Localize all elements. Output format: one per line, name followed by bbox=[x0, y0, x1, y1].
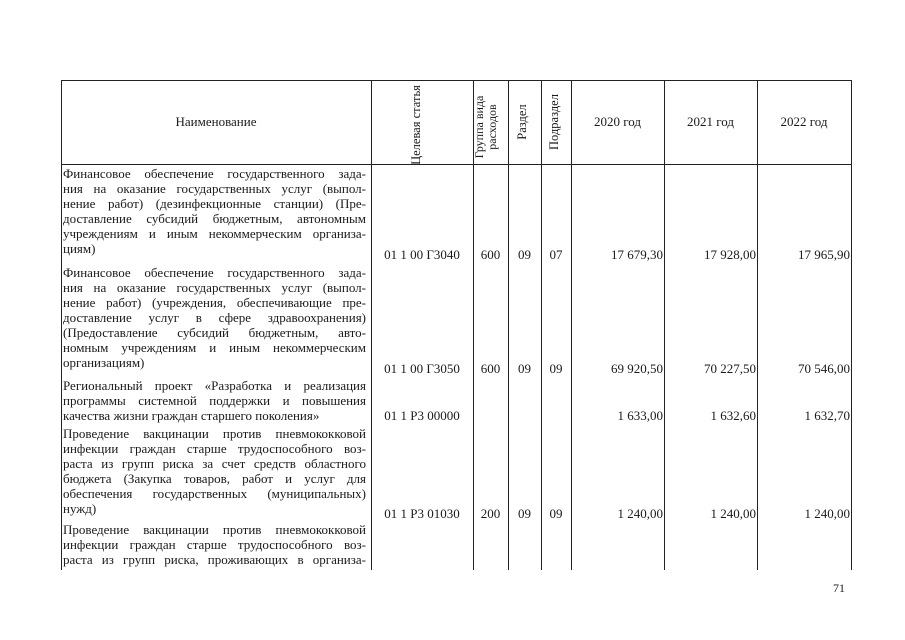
row-1-name-line-0: Финансовое обеспечение государственного зада- bbox=[63, 265, 366, 280]
header-expense-group-text: Группа вида расходов bbox=[472, 95, 499, 159]
header-2021: 2021 год bbox=[687, 114, 734, 129]
row-3-name-line-4: обеспечения государственных (муниципальных) bbox=[63, 486, 366, 501]
row-0-group: 600 bbox=[480, 247, 501, 262]
col-border-3 bbox=[508, 80, 509, 570]
row-4-name-line-0: Проведение вакцинации против пневмококковой bbox=[63, 522, 366, 537]
header-expense-group bbox=[473, 87, 503, 167]
row-3-code: 01 1 P3 01030 bbox=[384, 506, 460, 521]
row-2-2020: 1 633,00 bbox=[617, 408, 663, 423]
row-3-name-line-2: раста из групп риска за счет средств областного bbox=[63, 456, 366, 471]
row-3-2022: 1 240,00 bbox=[804, 506, 850, 521]
row-3-name-line-5: нужд) bbox=[63, 501, 97, 516]
row-0-name-line-5: циям) bbox=[63, 241, 96, 256]
row-4-name-line-1: инфекции граждан старше трудоспособного воз- bbox=[63, 537, 366, 552]
header-subsection bbox=[548, 87, 564, 157]
row-1-name-line-1: ния на оказание государственных услуг (выпол- bbox=[63, 280, 366, 295]
row-2-name-line-1: программы системной поддержки и повышения bbox=[63, 393, 366, 408]
row-0-section: 09 bbox=[518, 247, 531, 262]
row-0-name-line-4: учреждениям и иным некоммерческим организа- bbox=[63, 226, 366, 241]
row-3-group: 200 bbox=[480, 506, 501, 521]
header-section bbox=[516, 92, 532, 152]
header-target-article bbox=[410, 75, 434, 175]
row-4-name-line-2: раста из групп риска, проживающих в организа- bbox=[63, 552, 366, 567]
header-bottom-border bbox=[61, 164, 851, 165]
row-3-name-line-1: инфекции граждан старше трудоспособного воз- bbox=[63, 441, 366, 456]
row-2-2022: 1 632,70 bbox=[804, 408, 850, 423]
row-3-name-line-3: бюджета (Закупка товаров, работ и услуг для bbox=[63, 471, 366, 486]
row-1-name-line-4: (Предоставление субсидий бюджетным, авто- bbox=[63, 325, 366, 340]
row-1-2020: 69 920,50 bbox=[611, 361, 663, 376]
row-2-code: 01 1 P3 00000 bbox=[384, 408, 460, 423]
row-1-group: 600 bbox=[480, 361, 501, 376]
row-3-name-line-0: Проведение вакцинации против пневмококковой bbox=[63, 426, 366, 441]
row-2-name-line-2: качества жизни граждан старшего поколения» bbox=[63, 408, 320, 423]
row-0-subsection: 07 bbox=[549, 247, 563, 262]
row-1-subsection: 09 bbox=[549, 361, 563, 376]
row-1-section: 09 bbox=[518, 361, 531, 376]
row-0-code: 01 1 00 Г3040 bbox=[384, 247, 460, 262]
row-3-name bbox=[63, 426, 366, 516]
row-0-name-line-0: Финансовое обеспечение государственного зада- bbox=[63, 166, 366, 181]
row-2-2021: 1 632,60 bbox=[710, 408, 756, 423]
row-0-name-line-2: нение работ) (дезинфекционные станции) (Пре- bbox=[63, 196, 366, 211]
row-1-2021: 70 227,50 bbox=[704, 361, 756, 376]
header-name: Наименование bbox=[175, 114, 257, 129]
row-2-name bbox=[63, 378, 366, 423]
header-2020: 2020 год bbox=[594, 114, 641, 129]
row-0-name-line-1: ния на оказание государственных услуг (выпол- bbox=[63, 181, 366, 196]
header-target-article-text: Целевая статья bbox=[409, 85, 423, 165]
row-0-2020: 17 679,30 bbox=[611, 247, 663, 262]
header-section-text: Раздел bbox=[515, 104, 529, 140]
header-2022: 2022 год bbox=[780, 114, 828, 129]
col-border-8 bbox=[851, 80, 852, 570]
row-3-section: 09 bbox=[518, 506, 531, 521]
col-border-1 bbox=[371, 80, 372, 570]
row-0-name-line-3: доставление субсидий бюджетным, автономным bbox=[63, 211, 366, 226]
row-3-2020: 1 240,00 bbox=[617, 506, 663, 521]
row-1-name-line-2: нение работ) (учреждения, обеспечивающие пре- bbox=[63, 295, 366, 310]
row-0-2021: 17 928,00 bbox=[704, 247, 756, 262]
row-2-name-line-0: Региональный проект «Разработка и реализация bbox=[63, 378, 366, 393]
header-subsection-text: Подраздел bbox=[547, 94, 561, 150]
row-3-2021: 1 240,00 bbox=[710, 506, 756, 521]
row-1-code: 01 1 00 Г3050 bbox=[384, 361, 460, 376]
page-number: 71 bbox=[833, 581, 845, 595]
row-1-name bbox=[63, 265, 366, 370]
row-1-name-line-5: номным учреждениям и иным некоммерческим bbox=[63, 340, 366, 355]
row-3-subsection: 09 bbox=[549, 506, 563, 521]
row-0-2022: 17 965,90 bbox=[798, 247, 850, 262]
row-0-name bbox=[63, 166, 366, 256]
row-1-name-line-3: доставление услуг в сфере здравоохранения) bbox=[63, 310, 366, 325]
col-border-4 bbox=[541, 80, 542, 570]
row-4-name bbox=[63, 522, 366, 567]
row-1-name-line-6: организациям) bbox=[63, 355, 145, 370]
row-1-2022: 70 546,00 bbox=[798, 361, 850, 376]
